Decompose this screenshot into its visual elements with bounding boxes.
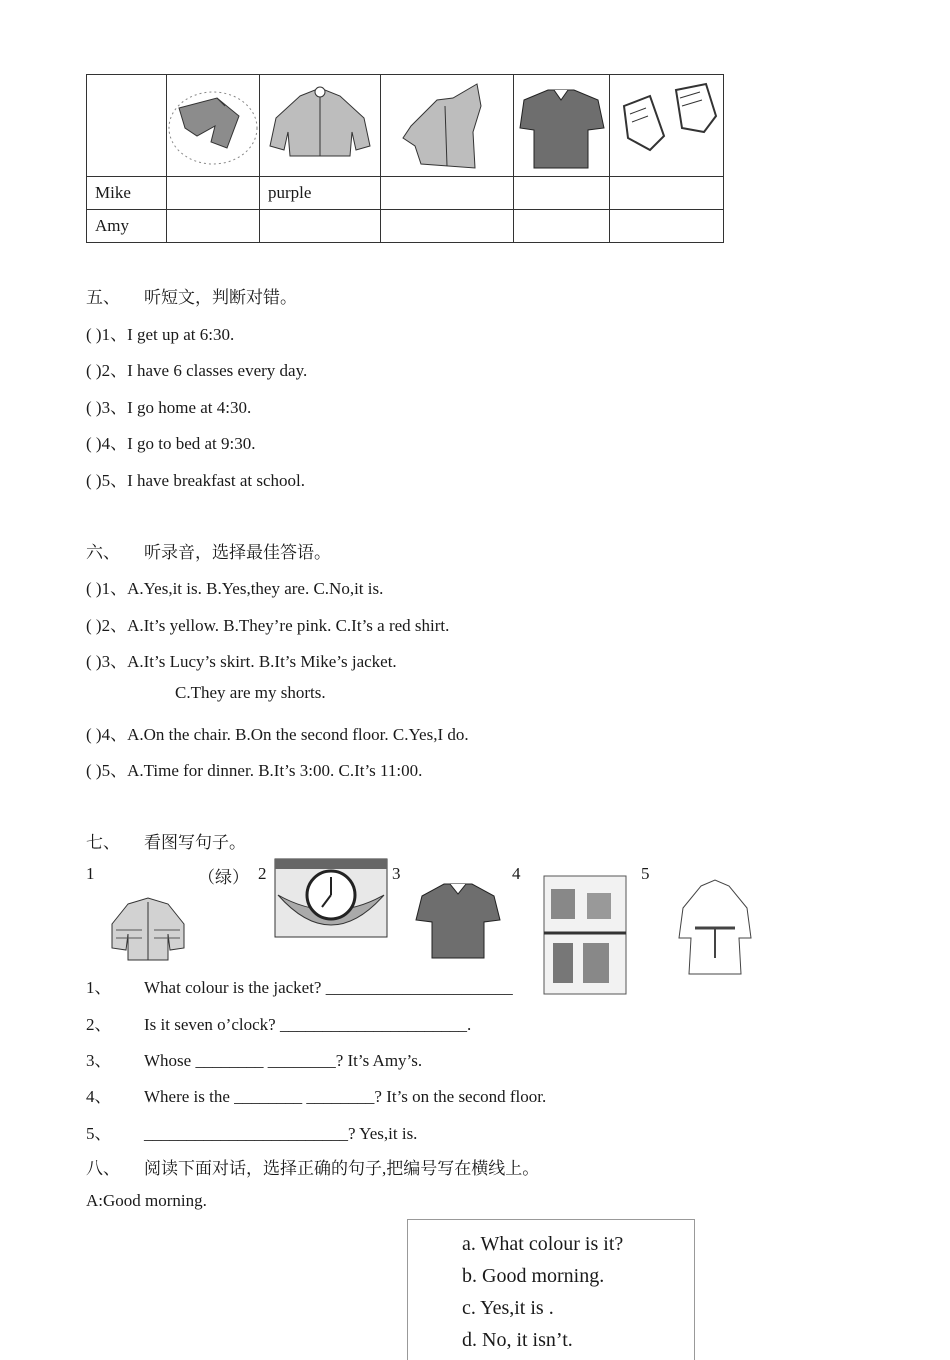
row-name: Mike: [87, 177, 167, 210]
question: [86, 1046, 422, 1071]
picture-label: 5: [641, 864, 650, 883]
table-corner-cell: [87, 75, 167, 177]
picture-hint: （绿）: [198, 868, 249, 887]
shoes-icon: [610, 76, 723, 176]
option-item: c. Yes,it is .: [462, 1297, 554, 1319]
question-number: 1、: [86, 978, 112, 997]
list-item: ( )3、I go home at 4:30.: [86, 398, 252, 417]
question-number: 5、: [86, 1124, 112, 1143]
section-instruction: 听短文，判断对错。: [144, 288, 297, 307]
tshirt-icon: [414, 880, 502, 962]
section-instruction: 听录音，选择最佳答语。: [144, 543, 331, 562]
section-instruction: 看图写句子。: [144, 833, 246, 852]
question: [86, 1119, 417, 1144]
picture-label: 1: [86, 864, 95, 883]
dress-icon: [677, 878, 753, 978]
question: [86, 973, 513, 998]
option-item: b. Good morning.: [462, 1265, 605, 1287]
table-row: [87, 210, 724, 243]
coat-cell: [381, 75, 514, 177]
section7-heading: [86, 828, 246, 853]
classroom-icon: [543, 875, 627, 995]
row-name: Amy: [87, 210, 167, 243]
option-item: a. What colour is it?: [462, 1233, 624, 1255]
list-item: ( )1、I get up at 6:30.: [86, 325, 235, 344]
table-row: [87, 177, 724, 210]
section-number: 七、: [86, 833, 120, 852]
section8-heading: [86, 1154, 539, 1179]
question-number: 3、: [86, 1051, 112, 1070]
jacket-icon: [106, 894, 190, 966]
list-item: ( )2、A.It’s yellow. B.They’re pink. C.It’s a red shirt.: [86, 616, 450, 635]
list-item: ( )4、A.On the chair. B.On the second floor. C.Yes,I do.: [86, 725, 469, 744]
clock-icon: [274, 855, 388, 939]
question-text[interactable]: What colour is the jacket? ______________________: [144, 978, 513, 997]
picture-label: 4: [512, 864, 521, 883]
table-cell: [260, 210, 381, 243]
table-cell: [381, 210, 514, 243]
coat-icon: [381, 76, 513, 176]
table-cell: [514, 210, 610, 243]
tshirt-cell: [514, 75, 610, 177]
table-cell: [514, 177, 610, 210]
picture-label: 2: [258, 864, 267, 883]
table-cell: [610, 177, 724, 210]
section6-heading: [86, 538, 331, 563]
list-item: ( )1、A.Yes,it is. B.Yes,they are. C.No,it is.: [86, 579, 384, 598]
pants-icon: [167, 76, 259, 176]
pants-cell: [167, 75, 260, 177]
list-item: ( )4、I go to bed at 9:30.: [86, 434, 256, 453]
section-number: 六、: [86, 543, 120, 562]
dialog-line: A:Good morning.: [86, 1191, 207, 1210]
question-text[interactable]: ________________________? Yes,it is.: [144, 1124, 418, 1143]
table-cell: [381, 177, 514, 210]
table-cell: [167, 177, 260, 210]
section-number: 五、: [86, 288, 120, 307]
table-cell: [610, 210, 724, 243]
list-item-continuation: C.They are my shorts.: [175, 683, 326, 702]
jacket-icon: [260, 76, 380, 176]
list-item: ( )5、A.Time for dinner. B.It’s 3:00. C.It’s 11:00.: [86, 761, 423, 780]
list-item: ( )2、I have 6 classes every day.: [86, 361, 308, 380]
question: [86, 1010, 471, 1035]
question-number: 4、: [86, 1087, 112, 1106]
list-item: ( )5、I have breakfast at school.: [86, 471, 306, 490]
question-number: 2、: [86, 1015, 112, 1034]
question-text[interactable]: Is it seven o’clock? ______________________.: [144, 1015, 472, 1034]
list-item: ( )3、A.It’s Lucy’s skirt. B.It’s Mike’s jacket.: [86, 652, 397, 671]
tshirt-icon: [514, 76, 609, 176]
jacket-cell: [260, 75, 381, 177]
table-cell: [167, 210, 260, 243]
shoes-cell: [610, 75, 724, 177]
clothes-table: [86, 74, 724, 243]
section-instruction: 阅读下面对话，选择正确的句子,把编号写在横线上。: [144, 1159, 540, 1178]
question-text[interactable]: Whose ________ ________? It’s Amy’s.: [144, 1051, 423, 1070]
question-text[interactable]: Where is the ________ ________? It’s on the second floor.: [144, 1087, 547, 1106]
question: [86, 1082, 546, 1107]
options-box: [407, 1219, 695, 1360]
section-number: 八、: [86, 1159, 120, 1178]
option-item: d. No, it isn’t.: [462, 1329, 573, 1351]
table-cell: purple: [260, 177, 381, 210]
picture-label: 3: [392, 864, 401, 883]
section5-heading: [86, 283, 297, 308]
